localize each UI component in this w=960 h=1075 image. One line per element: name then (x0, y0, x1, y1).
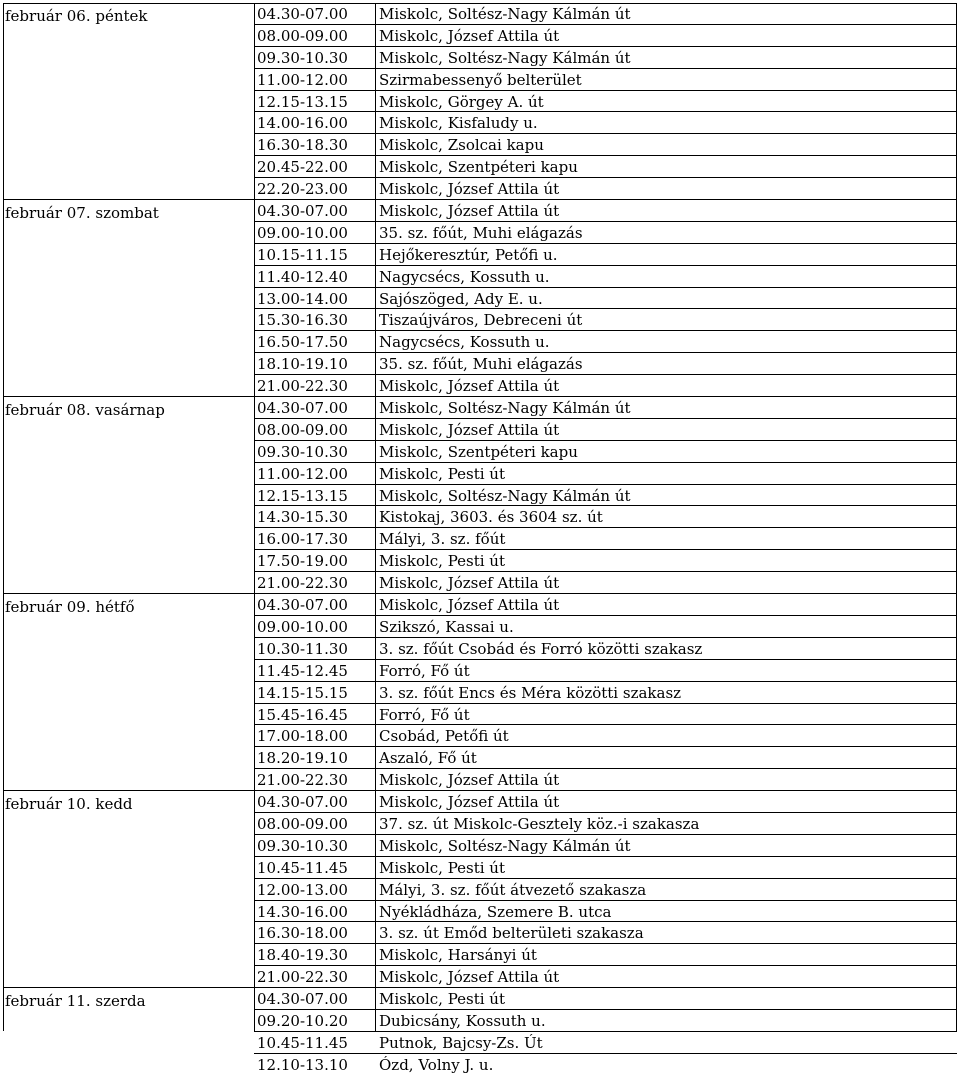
table-row (254, 352, 957, 374)
location-cell: Forró, Fő út (379, 661, 470, 680)
time-cell: 21.00-22.30 (257, 574, 348, 593)
day-group (3, 790, 957, 987)
time-cell: 12.00-13.00 (257, 880, 348, 899)
location-cell: Miskolc, Soltész-Nagy Kálmán út (379, 48, 631, 67)
location-cell: Mályi, 3. sz. főút átvezető szakasza (379, 880, 647, 899)
location-cell: Tiszaújváros, Debreceni út (379, 311, 583, 330)
time-cell: 10.15-11.15 (257, 245, 348, 264)
location-cell: 3. sz. út Emőd belterületi szakasza (379, 924, 644, 943)
table-row (254, 374, 957, 396)
table-row (254, 615, 957, 637)
time-cell: 04.30-07.00 (257, 596, 348, 615)
time-cell: 17.50-19.00 (257, 552, 348, 571)
location-cell: Nagycsécs, Kossuth u. (379, 333, 550, 352)
table-row (254, 111, 957, 133)
location-cell: 3. sz. főút Encs és Méra közötti szakasz (379, 683, 682, 702)
table-row (254, 746, 957, 768)
location-cell: Szirmabessenyő belterület (379, 70, 582, 89)
location-cell: Miskolc, Kisfaludy u. (379, 114, 538, 133)
time-slot-list (254, 3, 957, 199)
time-cell: 13.00-14.00 (257, 289, 348, 308)
location-cell: Miskolc, József Attila út (379, 596, 560, 615)
table-row (254, 90, 957, 112)
table-row (254, 1031, 957, 1053)
table-row (254, 221, 957, 243)
table-row (254, 791, 957, 812)
location-cell: Miskolc, Szentpéteri kapu (379, 158, 578, 177)
table-row (254, 681, 957, 703)
table-row (254, 812, 957, 834)
time-cell: 14.30-15.30 (257, 508, 348, 527)
day-label: február 09. hétfő (5, 598, 135, 617)
table-row (254, 988, 957, 1009)
table-row (254, 243, 957, 265)
time-cell: 09.30-10.30 (257, 48, 348, 67)
location-cell: Miskolc, József Attila út (379, 771, 560, 790)
time-cell: 09.00-10.00 (257, 223, 348, 242)
time-cell: 08.00-09.00 (257, 26, 348, 45)
table-row (254, 24, 957, 46)
time-cell: 11.40-12.40 (257, 267, 348, 286)
location-cell: Miskolc, József Attila út (379, 26, 560, 45)
table-row (254, 834, 957, 856)
table-row (254, 133, 957, 155)
time-cell: 09.00-10.00 (257, 617, 348, 636)
location-cell: Miskolc, Soltész-Nagy Kálmán út (379, 399, 631, 418)
location-cell: Miskolc, Soltész-Nagy Kálmán út (379, 836, 631, 855)
time-cell: 18.20-19.10 (257, 749, 348, 768)
location-cell: Putnok, Bajcsy-Zs. Út (379, 1033, 543, 1052)
time-cell: 11.00-12.00 (257, 70, 348, 89)
time-cell: 18.10-19.10 (257, 355, 348, 374)
table-row (254, 571, 957, 593)
location-cell: Nyékládháza, Szemere B. utca (379, 902, 612, 921)
time-cell: 09.30-10.30 (257, 442, 348, 461)
time-cell: 12.10-13.10 (257, 1055, 348, 1074)
location-cell: Miskolc, Zsolcai kapu (379, 136, 544, 155)
day-group (3, 396, 957, 593)
table-row (254, 440, 957, 462)
time-cell: 18.40-19.30 (257, 946, 348, 965)
table-row (254, 200, 957, 221)
location-cell: Szikszó, Kassai u. (379, 617, 514, 636)
time-slot-list (254, 594, 957, 790)
location-cell: Mályi, 3. sz. főút (379, 530, 506, 549)
location-cell: Miskolc, Görgey A. út (379, 92, 544, 111)
time-cell: 12.15-13.15 (257, 92, 348, 111)
table-row (254, 921, 957, 943)
table-row (254, 724, 957, 746)
location-cell: Miskolc, József Attila út (379, 574, 560, 593)
time-cell: 04.30-07.00 (257, 399, 348, 418)
location-cell: Miskolc, Soltész-Nagy Kálmán út (379, 5, 631, 23)
day-label: február 08. vasárnap (5, 401, 165, 420)
table-row (254, 505, 957, 527)
time-cell: 12.15-13.15 (257, 486, 348, 505)
table-row (254, 484, 957, 506)
time-cell: 16.50-17.50 (257, 333, 348, 352)
table-row (254, 1009, 957, 1031)
time-cell: 11.00-12.00 (257, 464, 348, 483)
location-cell: Miskolc, Soltész-Nagy Kálmán út (379, 486, 631, 505)
day-label: február 11. szerda (5, 992, 146, 1011)
location-cell: Miskolc, Harsányi út (379, 946, 537, 965)
table-row (254, 527, 957, 549)
table-row (254, 462, 957, 484)
location-cell: Miskolc, József Attila út (379, 180, 560, 199)
day-group (3, 3, 957, 199)
table-row (254, 637, 957, 659)
location-cell: Aszaló, Fő út (379, 749, 477, 768)
location-cell: Miskolc, Pesti út (379, 552, 505, 571)
time-cell: 15.30-16.30 (257, 311, 348, 330)
location-cell: Kistokaj, 3603. és 3604 sz. út (379, 508, 603, 527)
location-cell: Miskolc, Pesti út (379, 990, 505, 1009)
time-cell: 21.00-22.30 (257, 968, 348, 987)
location-cell: Forró, Fő út (379, 705, 470, 724)
time-cell: 09.20-10.20 (257, 1011, 348, 1030)
time-cell: 10.30-11.30 (257, 639, 348, 658)
time-cell: 04.30-07.00 (257, 990, 348, 1009)
table-row (254, 397, 957, 418)
table-row (254, 308, 957, 330)
location-cell: Miskolc, József Attila út (379, 968, 560, 987)
time-cell: 08.00-09.00 (257, 420, 348, 439)
time-cell: 09.30-10.30 (257, 836, 348, 855)
time-cell: 16.30-18.30 (257, 136, 348, 155)
time-cell: 15.45-16.45 (257, 705, 348, 724)
table-row (254, 265, 957, 287)
time-cell: 08.00-09.00 (257, 814, 348, 833)
time-slot-list (254, 200, 957, 396)
location-cell: Miskolc, József Attila út (379, 793, 560, 812)
location-cell: Ózd, Volny J. u. (379, 1055, 494, 1074)
time-cell: 10.45-11.45 (257, 858, 348, 877)
time-cell: 21.00-22.30 (257, 377, 348, 396)
table-row (254, 330, 957, 352)
time-cell: 14.30-16.00 (257, 902, 348, 921)
day-label: február 06. péntek (5, 7, 148, 25)
table-row (254, 878, 957, 900)
table-row (254, 287, 957, 309)
table-row (254, 3, 957, 24)
table-row (254, 943, 957, 965)
table-row (254, 659, 957, 681)
table-row (254, 177, 957, 199)
table-row (254, 965, 957, 987)
location-cell: Nagycsécs, Kossuth u. (379, 267, 550, 286)
table-row (254, 418, 957, 440)
time-cell: 04.30-07.00 (257, 202, 348, 221)
time-cell: 17.00-18.00 (257, 727, 348, 746)
location-cell: 35. sz. főút, Muhi elágazás (379, 355, 583, 374)
location-cell: 35. sz. főút, Muhi elágazás (379, 223, 583, 242)
time-cell: 04.30-07.00 (257, 793, 348, 812)
location-cell: Dubicsány, Kossuth u. (379, 1011, 546, 1030)
location-cell: 3. sz. főút Csobád és Forró közötti szakasz (379, 639, 703, 658)
time-slot-list (254, 791, 957, 987)
table-row (254, 856, 957, 878)
day-group (3, 199, 957, 396)
time-slot-list (254, 988, 957, 1075)
time-cell: 21.00-22.30 (257, 771, 348, 790)
location-cell: Miskolc, Pesti út (379, 858, 505, 877)
location-cell: Sajószöged, Ady E. u. (379, 289, 543, 308)
schedule-table (3, 3, 957, 1074)
day-label: február 10. kedd (5, 795, 133, 814)
table-row (254, 594, 957, 615)
time-cell: 20.45-22.00 (257, 158, 348, 177)
time-cell: 16.30-18.00 (257, 924, 348, 943)
time-cell: 22.20-23.00 (257, 180, 348, 199)
time-slot-list (254, 397, 957, 593)
time-cell: 10.45-11.45 (257, 1033, 348, 1052)
location-cell: Miskolc, József Attila út (379, 420, 560, 439)
location-cell: Miskolc, József Attila út (379, 202, 560, 221)
time-cell: 14.15-15.15 (257, 683, 348, 702)
table-row (254, 155, 957, 177)
location-cell: Miskolc, Szentpéteri kapu (379, 442, 578, 461)
location-cell: Miskolc, József Attila út (379, 377, 560, 396)
table-row (254, 46, 957, 68)
table-row (254, 703, 957, 725)
time-cell: 16.00-17.30 (257, 530, 348, 549)
location-cell: Csobád, Petőfi út (379, 727, 509, 746)
day-groups (3, 3, 957, 1075)
table-row (254, 1053, 957, 1075)
table-row (254, 900, 957, 922)
time-cell: 04.30-07.00 (257, 5, 348, 23)
location-cell: Hejőkeresztúr, Petőfi u. (379, 245, 558, 264)
location-cell: Miskolc, Pesti út (379, 464, 505, 483)
day-label: február 07. szombat (5, 204, 159, 223)
table-row (254, 768, 957, 790)
time-cell: 14.00-16.00 (257, 114, 348, 133)
location-cell: 37. sz. út Miskolc-Gesztely köz.-i szakasza (379, 814, 700, 833)
day-group (3, 593, 957, 790)
table-row (254, 68, 957, 90)
table-row (254, 549, 957, 571)
time-cell: 11.45-12.45 (257, 661, 348, 680)
